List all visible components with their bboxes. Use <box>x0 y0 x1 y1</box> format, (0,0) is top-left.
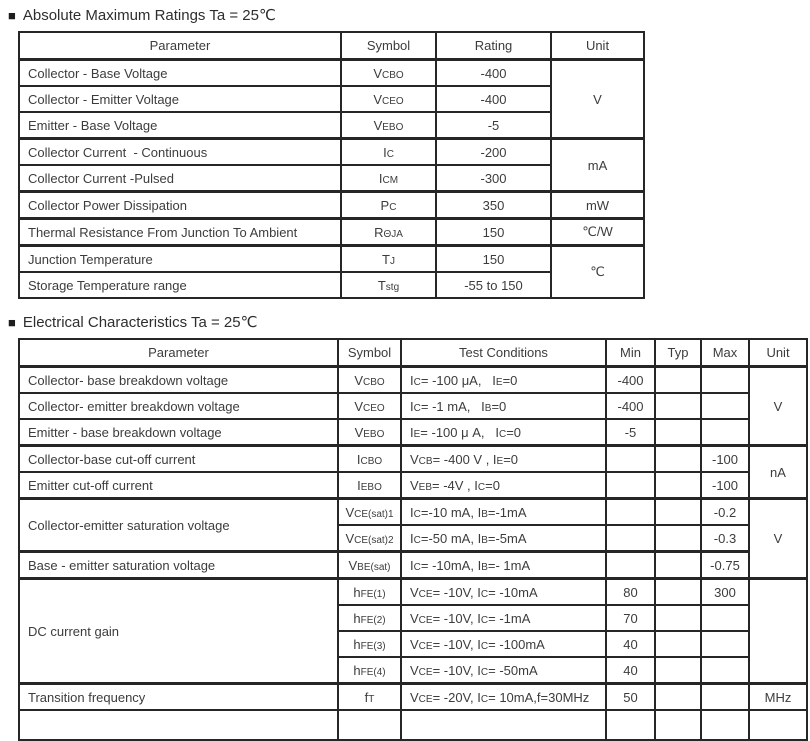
header-min: Min <box>606 339 655 367</box>
symbol-cell: IC <box>341 139 436 166</box>
max-cell: -0.2 <box>701 499 749 526</box>
electrical-section-title <box>8 313 810 331</box>
min-cell: 70 <box>606 605 655 631</box>
unit-cell: MHz <box>749 684 807 711</box>
typ-cell <box>655 472 701 499</box>
header-unit: Unit <box>551 32 644 60</box>
parameter-cell: Transition frequency <box>19 684 338 711</box>
header-parameter: Parameter <box>19 32 341 60</box>
parameter-cell <box>19 710 338 740</box>
table-row <box>19 552 807 579</box>
table-header-row <box>19 339 807 367</box>
absolute-maximum-ratings-table <box>18 31 645 299</box>
symbol-cell: PC <box>341 192 436 219</box>
header-typ: Typ <box>655 339 701 367</box>
electrical-title-text: Electrical Characteristics Ta = 25℃ <box>22 314 258 331</box>
test-conditions-cell: IC=-50 mA, IB=-5mA <box>401 525 606 552</box>
rating-cell: 150 <box>436 246 551 273</box>
unit-cell: ℃ <box>551 246 644 299</box>
table-row <box>19 393 807 419</box>
table-row-partial <box>19 710 807 740</box>
min-cell <box>606 710 655 740</box>
unit-cell <box>749 579 807 684</box>
header-symbol: Symbol <box>338 339 401 367</box>
parameter-cell: Collector - Emitter Voltage <box>19 86 341 112</box>
table-row <box>19 472 807 499</box>
header-test-conditions: Test Conditions <box>401 339 606 367</box>
symbol-cell: VCE(sat)2 <box>338 525 401 552</box>
header-symbol: Symbol <box>341 32 436 60</box>
parameter-cell: Collector Power Dissipation <box>19 192 341 219</box>
test-conditions-cell: VCE= -10V, IC= -1mA <box>401 605 606 631</box>
unit-cell: V <box>551 60 644 139</box>
symbol-cell: VCBO <box>341 60 436 87</box>
typ-cell <box>655 631 701 657</box>
max-cell <box>701 367 749 394</box>
symbol-cell: VEBO <box>338 419 401 446</box>
max-cell: -0.75 <box>701 552 749 579</box>
max-cell <box>701 393 749 419</box>
rating-cell: 350 <box>436 192 551 219</box>
unit-cell: V <box>749 367 807 446</box>
symbol-cell: IEBO <box>338 472 401 499</box>
symbol-cell: VCE(sat)1 <box>338 499 401 526</box>
symbol-cell <box>338 710 401 740</box>
parameter-cell: Collector- base breakdown voltage <box>19 367 338 394</box>
typ-cell <box>655 367 701 394</box>
table-row <box>19 446 807 473</box>
symbol-cell: RΘJA <box>341 219 436 246</box>
test-conditions-cell: IC= -1 mA, IB=0 <box>401 393 606 419</box>
min-cell: -400 <box>606 393 655 419</box>
test-conditions-cell: VCB= -400 V , IE=0 <box>401 446 606 473</box>
rating-cell: -300 <box>436 165 551 192</box>
parameter-cell: Base - emitter saturation voltage <box>19 552 338 579</box>
unit-cell: mW <box>551 192 644 219</box>
unit-cell: nA <box>749 446 807 499</box>
abs-max-title-text: Absolute Maximum Ratings Ta = 25℃ <box>22 7 276 24</box>
max-cell: -0.3 <box>701 525 749 552</box>
min-cell: 50 <box>606 684 655 711</box>
max-cell: -100 <box>701 446 749 473</box>
parameter-cell: Junction Temperature <box>19 246 341 273</box>
symbol-cell: hFE(3) <box>338 631 401 657</box>
header-unit: Unit <box>749 339 807 367</box>
typ-cell <box>655 419 701 446</box>
test-conditions-cell <box>401 710 606 740</box>
typ-cell <box>655 552 701 579</box>
test-conditions-cell: VEB= -4V , IC=0 <box>401 472 606 499</box>
max-cell: -100 <box>701 472 749 499</box>
parameter-cell: DC current gain <box>19 579 338 684</box>
symbol-cell: fT <box>338 684 401 711</box>
typ-cell <box>655 499 701 526</box>
table-row <box>19 165 644 192</box>
parameter-cell: Emitter cut-off current <box>19 472 338 499</box>
typ-cell <box>655 657 701 684</box>
parameter-cell: Thermal Resistance From Junction To Ambient <box>19 219 341 246</box>
max-cell <box>701 631 749 657</box>
table-row <box>19 112 644 139</box>
table-row <box>19 579 807 606</box>
table-row <box>19 192 644 219</box>
square-bullet-icon: ■ <box>8 8 16 23</box>
test-conditions-cell: IC=-10 mA, IB=-1mA <box>401 499 606 526</box>
typ-cell <box>655 710 701 740</box>
table-row <box>19 86 644 112</box>
parameter-cell: Collector- emitter breakdown voltage <box>19 393 338 419</box>
min-cell: -400 <box>606 367 655 394</box>
rating-cell: -200 <box>436 139 551 166</box>
min-cell <box>606 525 655 552</box>
min-cell: -5 <box>606 419 655 446</box>
table-row <box>19 139 644 166</box>
rating-cell: -5 <box>436 112 551 139</box>
typ-cell <box>655 579 701 606</box>
table-row <box>19 367 807 394</box>
test-conditions-cell: VCE= -20V, IC= 10mA,f=30MHz <box>401 684 606 711</box>
test-conditions-cell: VCE= -10V, IC= -100mA <box>401 631 606 657</box>
typ-cell <box>655 393 701 419</box>
table-row <box>19 246 644 273</box>
typ-cell <box>655 605 701 631</box>
symbol-cell: hFE(1) <box>338 579 401 606</box>
table-row <box>19 684 807 711</box>
parameter-cell: Collector Current -Pulsed <box>19 165 341 192</box>
symbol-cell: VCEO <box>341 86 436 112</box>
test-conditions-cell: VCE= -10V, IC= -50mA <box>401 657 606 684</box>
parameter-cell: Emitter - Base Voltage <box>19 112 341 139</box>
min-cell: 80 <box>606 579 655 606</box>
typ-cell <box>655 446 701 473</box>
test-conditions-cell: IC= -100 μA, IE=0 <box>401 367 606 394</box>
symbol-cell: VBE(sat) <box>338 552 401 579</box>
unit-cell <box>749 710 807 740</box>
max-cell: 300 <box>701 579 749 606</box>
min-cell <box>606 499 655 526</box>
parameter-cell: Collector - Base Voltage <box>19 60 341 87</box>
min-cell <box>606 552 655 579</box>
symbol-cell: VCEO <box>338 393 401 419</box>
electrical-characteristics-table <box>18 338 808 741</box>
max-cell <box>701 419 749 446</box>
abs-max-section-title <box>8 6 810 24</box>
parameter-cell: Collector Current - Continuous <box>19 139 341 166</box>
symbol-cell: Tstg <box>341 272 436 298</box>
symbol-cell: VCBO <box>338 367 401 394</box>
unit-cell: V <box>749 499 807 579</box>
rating-cell: 150 <box>436 219 551 246</box>
symbol-cell: TJ <box>341 246 436 273</box>
max-cell <box>701 657 749 684</box>
min-cell: 40 <box>606 631 655 657</box>
table-header-row <box>19 32 644 60</box>
test-conditions-cell: VCE= -10V, IC= -10mA <box>401 579 606 606</box>
parameter-cell: Collector-emitter saturation voltage <box>19 499 338 552</box>
rating-cell: -55 to 150 <box>436 272 551 298</box>
unit-cell: mA <box>551 139 644 192</box>
square-bullet-icon: ■ <box>8 315 16 330</box>
unit-cell: ℃/W <box>551 219 644 246</box>
header-rating: Rating <box>436 32 551 60</box>
table-row <box>19 219 644 246</box>
symbol-cell: hFE(4) <box>338 657 401 684</box>
rating-cell: -400 <box>436 60 551 87</box>
test-conditions-cell: IC= -10mA, IB=- 1mA <box>401 552 606 579</box>
header-max: Max <box>701 339 749 367</box>
symbol-cell: VEBO <box>341 112 436 139</box>
typ-cell <box>655 684 701 711</box>
rating-cell: -400 <box>436 86 551 112</box>
symbol-cell: ICBO <box>338 446 401 473</box>
min-cell <box>606 472 655 499</box>
symbol-cell: hFE(2) <box>338 605 401 631</box>
max-cell <box>701 684 749 711</box>
min-cell <box>606 446 655 473</box>
max-cell <box>701 605 749 631</box>
symbol-cell: ICM <box>341 165 436 192</box>
table-row <box>19 499 807 526</box>
parameter-cell: Emitter - base breakdown voltage <box>19 419 338 446</box>
table-row <box>19 272 644 298</box>
parameter-cell: Collector-base cut-off current <box>19 446 338 473</box>
table-row <box>19 60 644 87</box>
typ-cell <box>655 525 701 552</box>
table-row <box>19 419 807 446</box>
min-cell: 40 <box>606 657 655 684</box>
max-cell <box>701 710 749 740</box>
parameter-cell: Storage Temperature range <box>19 272 341 298</box>
header-parameter: Parameter <box>19 339 338 367</box>
test-conditions-cell: IE= -100 μ A, IC=0 <box>401 419 606 446</box>
